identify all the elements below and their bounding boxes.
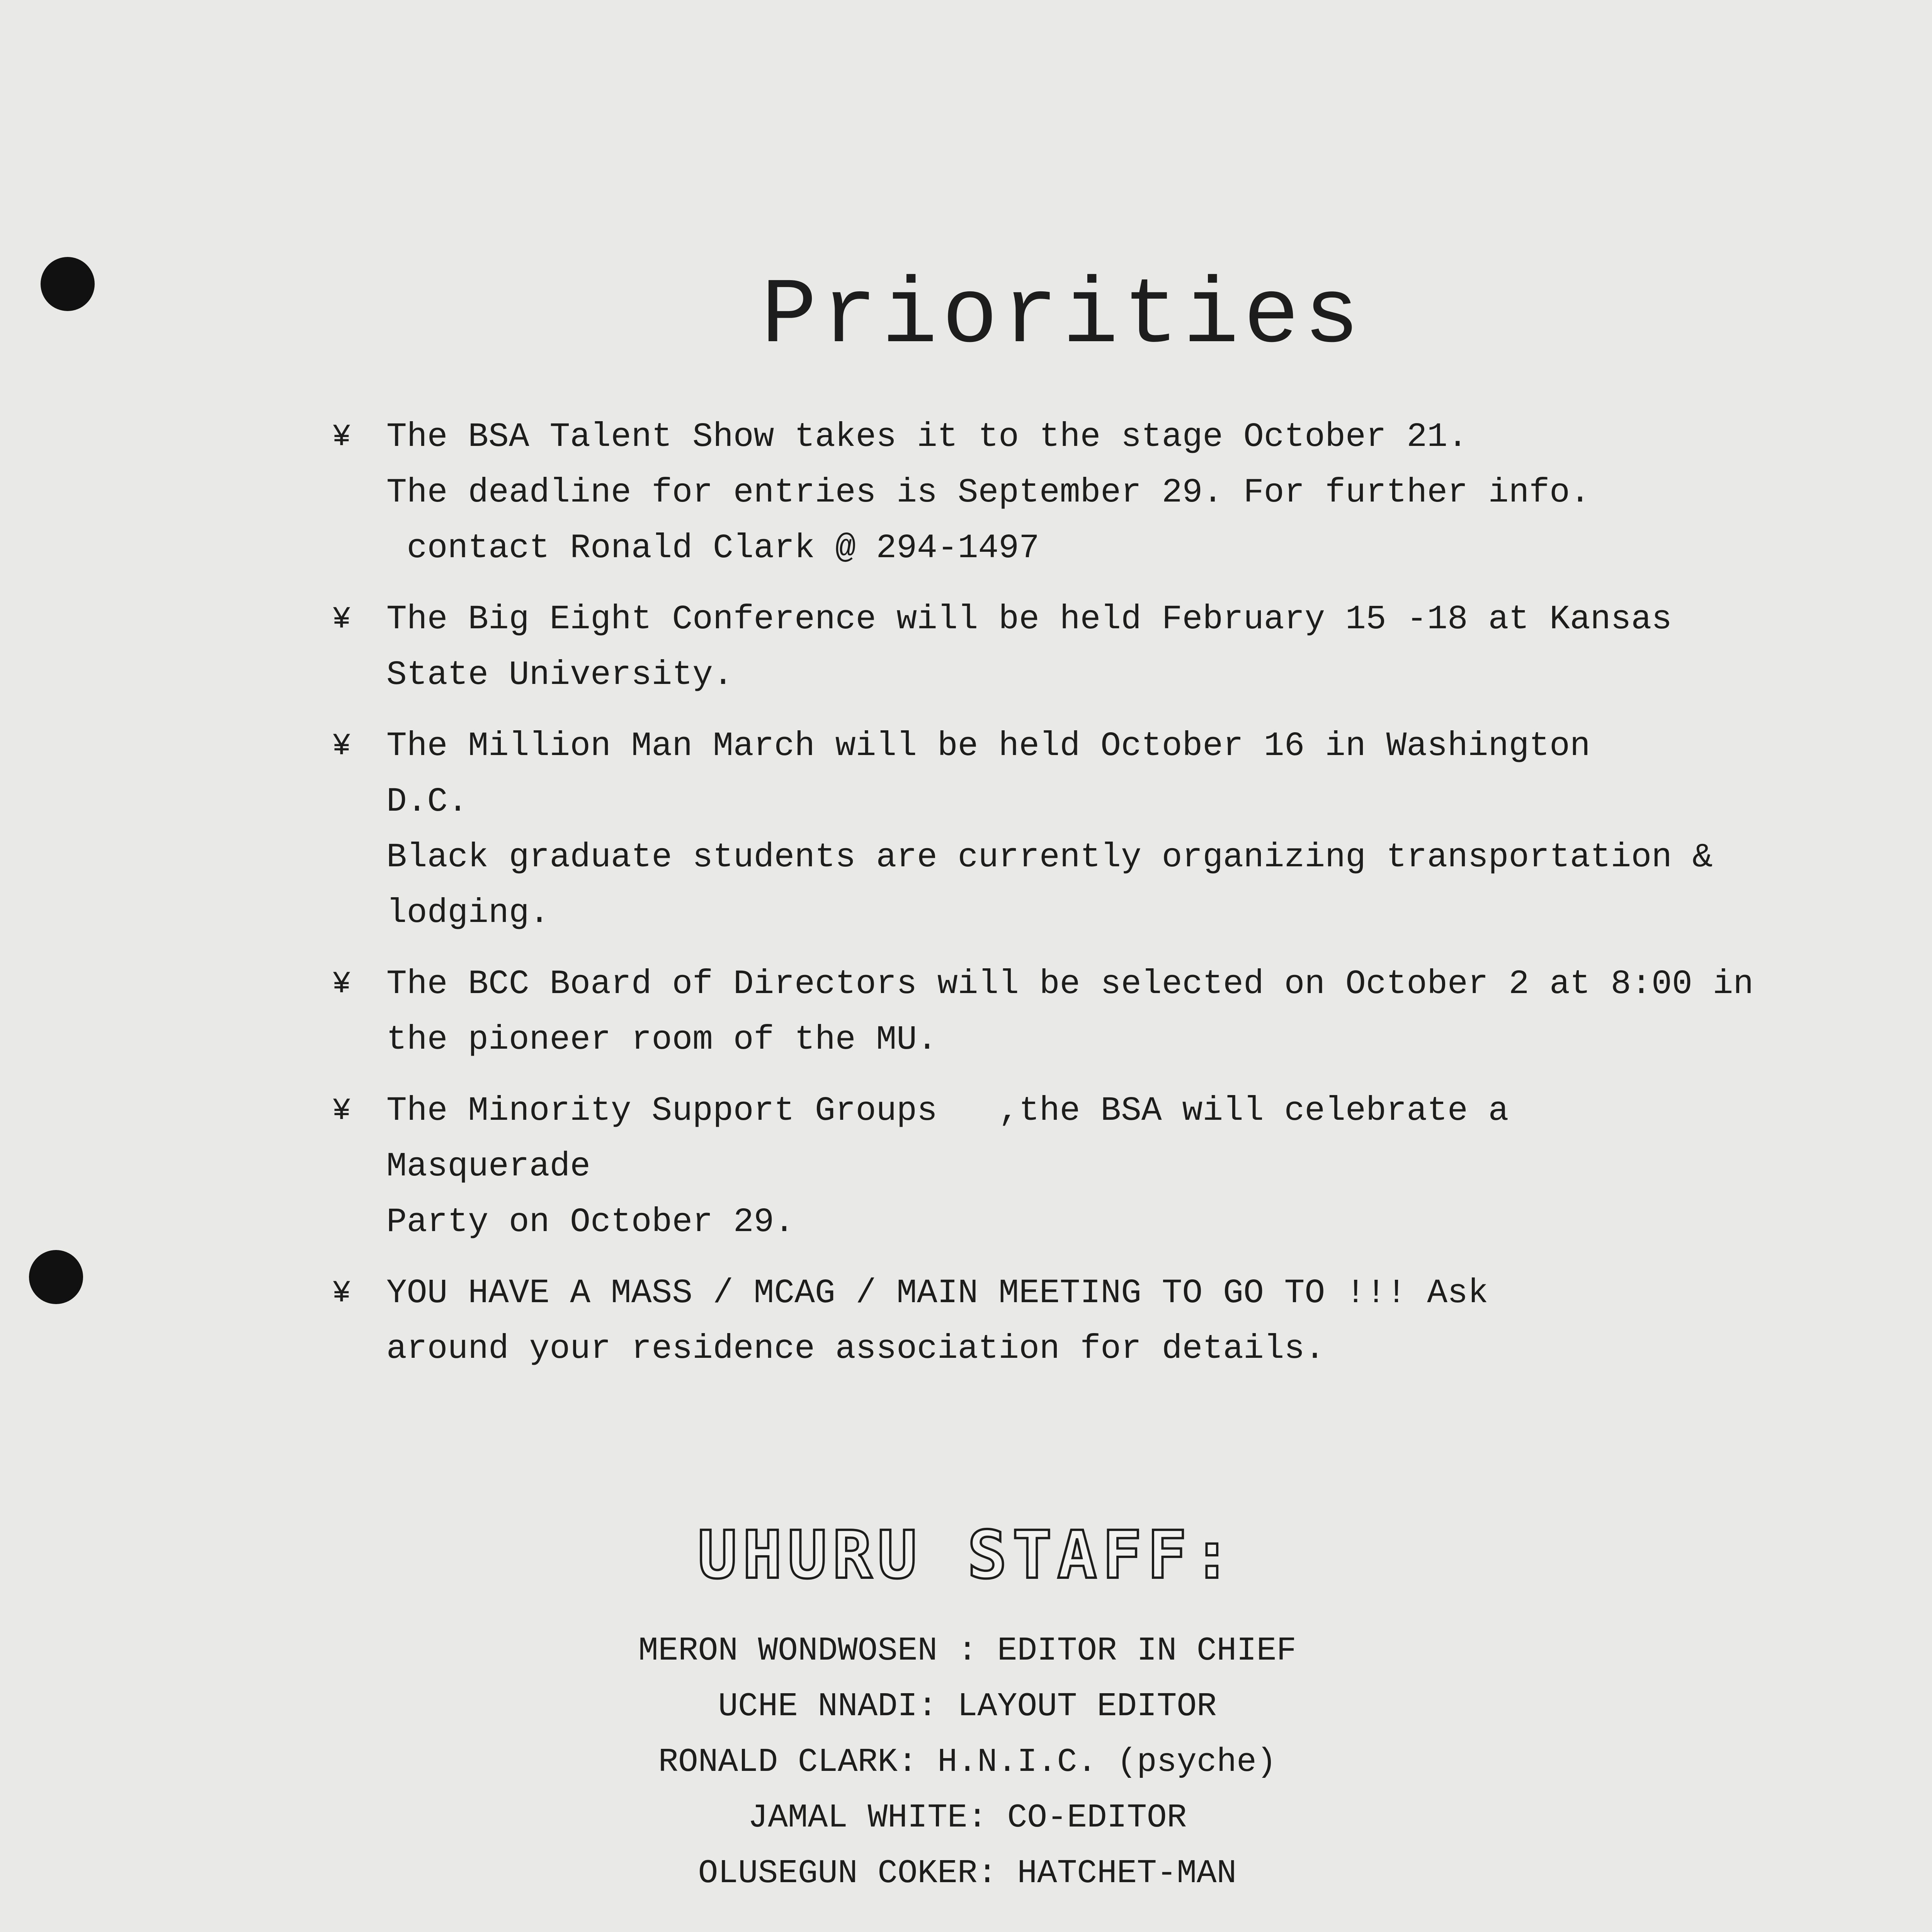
yen-bullet-icon: ¥ [332, 729, 351, 764]
item-line: contact Ronald Clark @ 294-1497 [386, 529, 1039, 568]
staff-heading: UHURU STAFF: [697, 1517, 1237, 1594]
item-line: The deadline for entries is September 29. For further info. [386, 474, 1590, 512]
item-line: The BSA Talent Show takes it to the stage October 21. [386, 418, 1468, 456]
yen-bullet-icon: ¥ [332, 1094, 351, 1129]
item-line: The BCC Board of Directors will be selected on October 2 at 8:00 in [386, 965, 1754, 1003]
item-line: the pioneer room of the MU. [386, 1021, 937, 1059]
item-line: D.C. [386, 783, 468, 821]
list-item [332, 719, 1859, 941]
item-line: State University. [386, 656, 733, 694]
priority-list [332, 410, 1859, 1393]
binder-hole [29, 1250, 83, 1304]
item-line: lodging. [386, 894, 550, 932]
list-item [332, 410, 1859, 577]
yen-bullet-icon: ¥ [332, 1276, 351, 1311]
list-item [332, 592, 1859, 703]
binder-hole [41, 257, 95, 311]
staff-member: UCHE NNADI: LAYOUT EDITOR [718, 1687, 1217, 1725]
item-line: YOU HAVE A MASS / MCAG / MAIN MEETING TO GO TO !!! Ask [386, 1274, 1488, 1313]
item-line: Party on October 29. [386, 1203, 795, 1242]
staff-member: OLUSEGUN COKER: HATCHET-MAN [698, 1854, 1237, 1892]
item-line: The Big Eight Conference will be held February 15 -18 at Kansas [386, 600, 1672, 639]
item-line: Black graduate students are currently organizing transportation & [386, 838, 1713, 877]
list-item [332, 1266, 1859, 1377]
yen-bullet-icon: ¥ [332, 420, 351, 455]
item-line: The Million Man March will be held October 16 in Washington [386, 727, 1590, 765]
staff-member: MERON WONDWOSEN : EDITOR IN CHIEF [638, 1632, 1297, 1670]
list-item [332, 1083, 1859, 1250]
page-title: Priorities [761, 264, 1364, 369]
item-line: The Minority Support Groups ,the BSA will celebrate a [386, 1092, 1509, 1130]
staff-member: JAMAL WHITE: CO-EDITOR [748, 1799, 1187, 1837]
item-line: around your residence association for details. [386, 1330, 1325, 1368]
staff-member: RONALD CLARK: H.N.I.C. (psyche) [658, 1743, 1277, 1781]
staff-list [0, 1623, 1932, 1901]
yen-bullet-icon: ¥ [332, 967, 351, 1002]
list-item [332, 957, 1859, 1068]
item-line: Masquerade [386, 1148, 591, 1186]
yen-bullet-icon: ¥ [332, 602, 351, 637]
